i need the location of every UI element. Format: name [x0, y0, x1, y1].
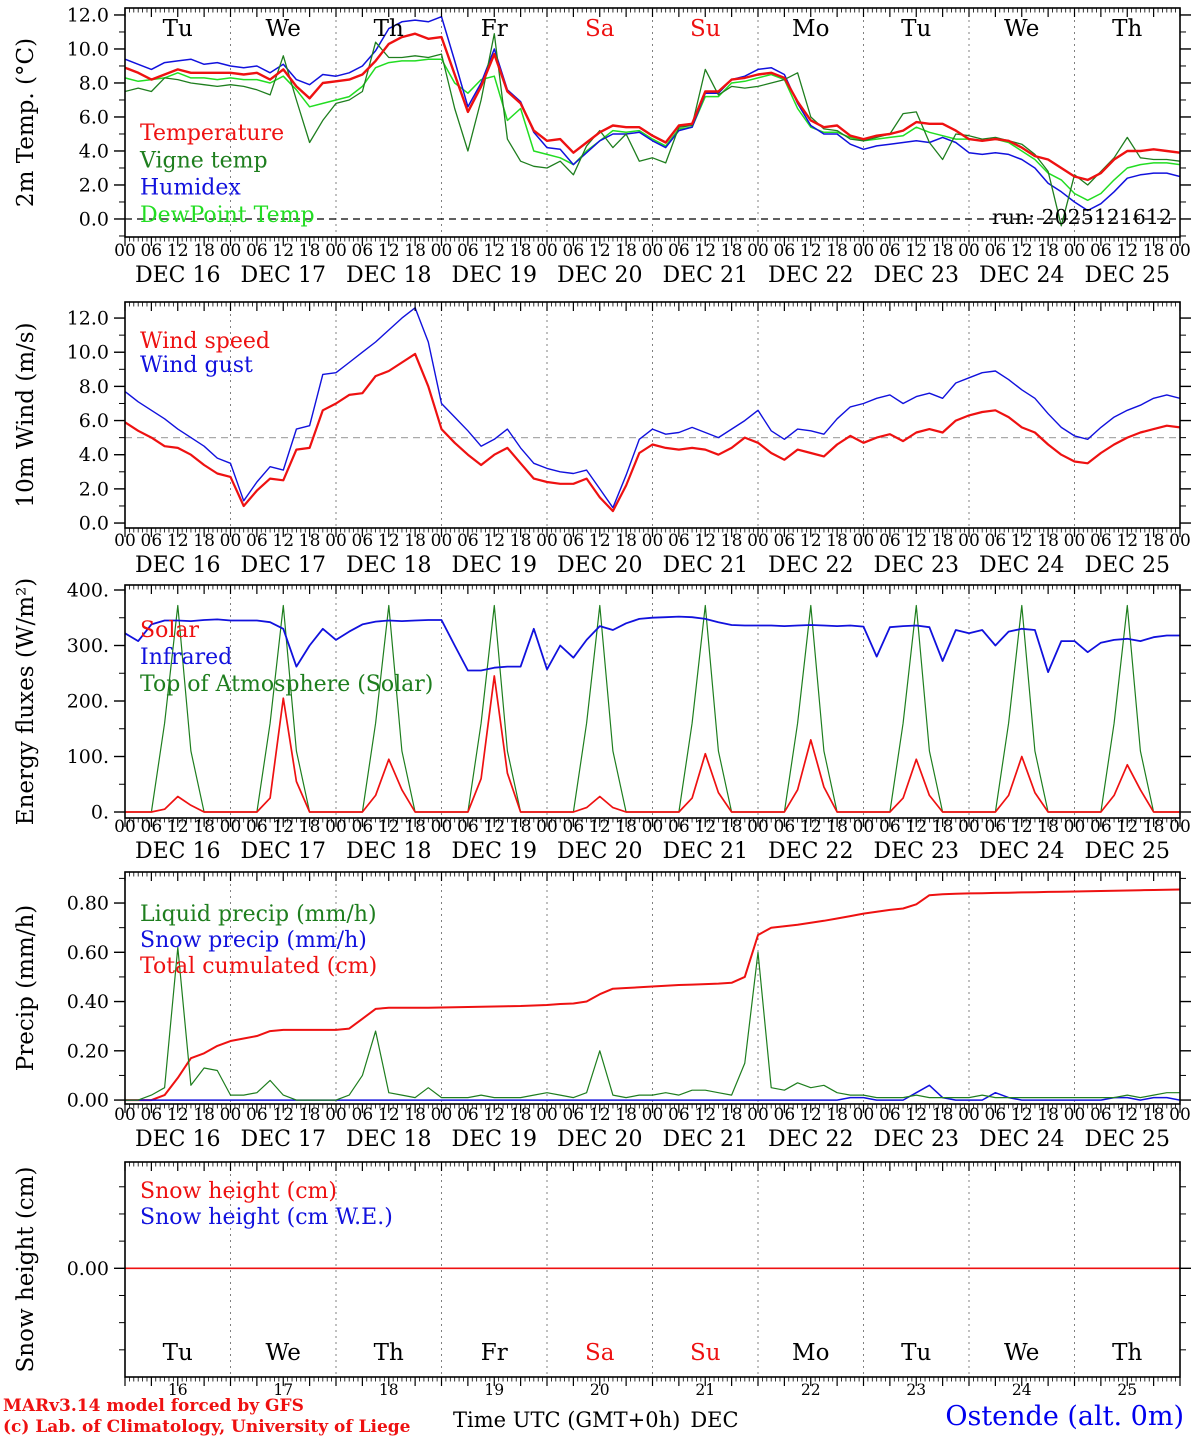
x-tick-label: 12 [272, 817, 295, 837]
x-tick-label: 06 [879, 817, 901, 837]
x-tick-label: 18 [298, 531, 321, 551]
date-caption: DEC 22 [767, 263, 854, 288]
x-tick-label: 18 [1142, 241, 1165, 261]
legend-snow-height-cm-w-e-: Snow height (cm W.E.) [140, 1205, 393, 1230]
x-tick-label: 06 [773, 817, 796, 837]
weekday-label: Mo [792, 1340, 830, 1366]
date-caption: DEC 22 [767, 553, 854, 578]
x-tick-label: 00 [536, 817, 558, 837]
x-tick-label: 18 [615, 241, 637, 261]
weekday-label: Tu [162, 1340, 193, 1366]
x-tick-label: 18 [931, 1105, 954, 1125]
x-tick-label: 00 [641, 531, 664, 551]
x-tick-label: 00 [430, 241, 453, 261]
x-tick-label: 00 [325, 1105, 347, 1125]
y-axis-title: Energy fluxes (W/m²) [13, 577, 39, 826]
y-tick-label: 0.20 [66, 1040, 109, 1063]
date-caption: DEC 21 [662, 1127, 749, 1152]
x-tick-label: 12 [1010, 531, 1033, 551]
weekday-label: We [1004, 1340, 1040, 1366]
x-tick-label: 06 [351, 1105, 374, 1125]
x-tick-label: 12 [483, 241, 506, 261]
date-caption: DEC 22 [767, 839, 854, 864]
legend-wind-speed: Wind speed [140, 329, 271, 354]
y-tick-label: 0.80 [66, 892, 109, 915]
day-number-label: 24 [1011, 1381, 1032, 1399]
weekday-label: Th [373, 16, 404, 42]
date-caption: DEC 16 [134, 553, 221, 578]
x-tick-label: 00 [1169, 1105, 1191, 1125]
y-axis-title: 2m Temp. (°C) [13, 37, 39, 208]
date-caption: DEC 18 [345, 1127, 432, 1152]
station-label: Ostende (alt. 0m) [945, 1401, 1184, 1432]
date-caption: DEC 17 [240, 1127, 327, 1152]
x-tick-label: 06 [984, 241, 1007, 261]
y-tick-label: 400. [66, 579, 109, 602]
date-caption: DEC 16 [134, 839, 221, 864]
x-tick-label: 12 [483, 531, 506, 551]
y-tick-label: 100. [66, 746, 109, 769]
x-tick-label: 12 [799, 817, 822, 837]
day-number-label: 23 [906, 1381, 927, 1399]
x-tick-label: 18 [1142, 817, 1165, 837]
x-tick-label: 00 [1169, 531, 1191, 551]
date-caption: DEC 24 [978, 1127, 1065, 1152]
date-caption: DEC 21 [662, 839, 749, 864]
x-tick-label: 18 [193, 817, 215, 837]
legend-top-of-atmosphere-solar-: Top of Atmosphere (Solar) [140, 672, 434, 697]
x-tick-label: 06 [562, 241, 585, 261]
y-tick-label: 12.0 [66, 4, 109, 27]
day-number-label: 19 [484, 1381, 505, 1399]
y-tick-label: 6.0 [78, 106, 109, 129]
x-tick-label: 12 [166, 817, 189, 837]
x-tick-label: 12 [272, 531, 295, 551]
x-tick-label: 12 [694, 241, 717, 261]
legend-dewpoint-temp: DewPoint Temp [140, 202, 315, 228]
x-tick-label: 06 [879, 1105, 901, 1125]
x-tick-label: 00 [852, 241, 875, 261]
date-caption: DEC 25 [1084, 839, 1171, 864]
weekday-label: Th [1112, 1340, 1143, 1366]
x-tick-label: 12 [799, 241, 822, 261]
x-tick-label: 06 [457, 241, 479, 261]
date-caption: DEC 18 [345, 839, 432, 864]
x-tick-label: 18 [826, 1105, 848, 1125]
date-caption: DEC 23 [873, 553, 960, 578]
x-tick-label: 12 [588, 531, 611, 551]
x-tick-label: 18 [193, 241, 215, 261]
weekday-label: Sa [585, 1340, 615, 1366]
x-tick-label: 00 [219, 1105, 242, 1125]
panel-2m-temperature [13, 4, 1191, 288]
x-tick-label: 06 [562, 817, 585, 837]
date-caption: DEC 19 [451, 263, 538, 288]
x-tick-label: 00 [114, 817, 136, 837]
x-tick-label: 12 [588, 241, 611, 261]
x-tick-label: 06 [668, 817, 690, 837]
date-caption: DEC 21 [662, 553, 749, 578]
x-tick-label: 06 [246, 241, 268, 261]
x-tick-label: 06 [668, 531, 690, 551]
date-caption: DEC 17 [240, 839, 327, 864]
y-tick-label: 300. [66, 634, 109, 657]
weekday-label: Sa [585, 16, 615, 42]
x-tick-label: 18 [1037, 531, 1059, 551]
x-tick-label: 06 [668, 1105, 690, 1125]
day-number-label: 16 [167, 1381, 188, 1399]
x-tick-label: 18 [298, 817, 321, 837]
weekday-label: Tu [901, 16, 932, 42]
x-tick-label: 00 [958, 1105, 980, 1125]
date-caption: DEC 23 [873, 839, 960, 864]
date-caption: DEC 17 [240, 263, 327, 288]
date-caption: DEC 25 [1084, 553, 1171, 578]
x-tick-label: 12 [377, 1105, 400, 1125]
x-tick-label: 18 [720, 1105, 743, 1125]
legend-solar: Solar [140, 618, 199, 643]
x-tick-label: 00 [852, 817, 875, 837]
y-axis-title: Precip (mm/h) [13, 904, 39, 1072]
x-tick-label: 12 [1116, 1105, 1139, 1125]
y-axis-title: Snow height (cm) [13, 1166, 39, 1373]
day-number-label: 25 [1117, 1381, 1138, 1399]
x-tick-label: 00 [219, 531, 242, 551]
x-tick-label: 12 [1010, 241, 1033, 261]
panel-precipitation [13, 872, 1191, 1152]
x-tick-label: 00 [219, 241, 242, 261]
x-tick-label: 18 [1037, 1105, 1059, 1125]
x-tick-label: 12 [377, 241, 400, 261]
x-tick-label: 12 [799, 531, 822, 551]
y-tick-label: 6.0 [78, 410, 109, 433]
x-tick-label: 12 [905, 1105, 928, 1125]
legend-snow-height-cm-: Snow height (cm) [140, 1179, 337, 1204]
y-tick-label: 4.0 [78, 140, 109, 163]
x-tick-label: 06 [773, 241, 796, 261]
y-tick-label: 0.00 [66, 1257, 109, 1280]
date-caption: DEC 16 [134, 1127, 221, 1152]
x-tick-label: 06 [457, 531, 479, 551]
y-tick-label: 0.00 [66, 1089, 109, 1112]
x-tick-label: 00 [325, 241, 347, 261]
weekday-label: Th [1112, 16, 1143, 42]
legend-wind-gust: Wind gust [140, 353, 253, 378]
panel-snow-height [13, 1162, 1191, 1399]
x-tick-label: 12 [1116, 817, 1139, 837]
weekday-label: We [265, 1340, 301, 1366]
x-tick-label: 18 [1037, 817, 1059, 837]
x-tick-label: 00 [1169, 817, 1191, 837]
x-tick-label: 18 [720, 241, 743, 261]
date-caption: DEC 17 [240, 553, 327, 578]
x-tick-label: 12 [483, 817, 506, 837]
x-tick-label: 18 [826, 531, 848, 551]
y-tick-label: 200. [66, 690, 109, 713]
legend-total-cumulated-cm-: Total cumulated (cm) [140, 954, 378, 979]
x-tick-label: 00 [430, 817, 453, 837]
x-tick-label: 12 [588, 1105, 611, 1125]
x-tick-label: 06 [351, 531, 374, 551]
y-tick-label: 0.40 [66, 991, 109, 1014]
y-tick-label: 0.0 [78, 208, 109, 231]
x-tick-label: 06 [457, 817, 479, 837]
x-tick-label: 18 [720, 817, 743, 837]
x-tick-label: 06 [246, 531, 268, 551]
date-caption: DEC 24 [978, 263, 1065, 288]
x-tick-label: 18 [615, 531, 637, 551]
x-tick-label: 00 [852, 1105, 875, 1125]
y-tick-label: 2.0 [78, 174, 109, 197]
x-tick-label: 18 [509, 1105, 532, 1125]
x-tick-label: 06 [246, 1105, 268, 1125]
date-caption: DEC 25 [1084, 1127, 1171, 1152]
x-tick-label: 12 [1116, 241, 1139, 261]
weekday-label: We [265, 16, 301, 42]
x-tick-label: 12 [905, 531, 928, 551]
x-tick-label: 18 [404, 241, 426, 261]
date-caption: DEC 24 [978, 553, 1065, 578]
weekday-label: Fr [480, 16, 508, 42]
legend-infrared: Infrared [140, 645, 233, 670]
x-tick-label: 12 [694, 531, 717, 551]
x-tick-label: 00 [1063, 531, 1086, 551]
x-tick-label: 12 [166, 1105, 189, 1125]
x-tick-label: 00 [641, 241, 664, 261]
x-tick-label: 18 [509, 241, 532, 261]
x-tick-label: 00 [641, 1105, 664, 1125]
x-tick-label: 00 [536, 241, 558, 261]
x-tick-label: 12 [1010, 817, 1033, 837]
x-tick-label: 00 [747, 1105, 769, 1125]
x-tick-label: 00 [958, 531, 980, 551]
x-tick-label: 18 [720, 531, 743, 551]
x-tick-label: 18 [404, 817, 426, 837]
x-tick-label: 00 [641, 817, 664, 837]
y-tick-label: 12.0 [66, 307, 109, 330]
x-tick-label: 06 [562, 531, 585, 551]
x-tick-label: 12 [1010, 1105, 1033, 1125]
weekday-label: Su [689, 1340, 721, 1366]
date-caption: DEC 23 [873, 1127, 960, 1152]
date-caption: DEC 20 [556, 263, 643, 288]
x-tick-label: 18 [615, 817, 637, 837]
x-tick-label: 12 [588, 817, 611, 837]
x-tick-label: 06 [351, 241, 374, 261]
x-tick-label: 00 [536, 1105, 558, 1125]
x-tick-label: 06 [140, 1105, 163, 1125]
y-axis-title: 10m Wind (m/s) [13, 322, 39, 508]
model-credit [3, 1396, 411, 1438]
panel-10m-wind [13, 302, 1191, 578]
x-tick-label: 18 [826, 817, 848, 837]
x-tick-label: 00 [1063, 241, 1086, 261]
x-tick-label: 18 [931, 531, 954, 551]
x-tick-label: 18 [404, 1105, 426, 1125]
day-number-label: 22 [800, 1381, 821, 1399]
x-tick-label: 18 [193, 1105, 215, 1125]
y-tick-label: 10.0 [66, 341, 109, 364]
x-tick-label: 00 [114, 1105, 136, 1125]
time-axis-label: Time UTC (GMT+0h) [453, 1408, 681, 1432]
x-tick-label: 06 [1090, 817, 1112, 837]
x-tick-label: 00 [325, 817, 347, 837]
series-top-of-atmosphere-solar- [125, 606, 1180, 813]
x-tick-label: 00 [958, 241, 980, 261]
x-tick-label: 00 [114, 531, 136, 551]
x-tick-label: 12 [272, 241, 295, 261]
date-caption: DEC 21 [662, 263, 749, 288]
x-tick-label: 18 [509, 817, 532, 837]
x-tick-label: 12 [377, 817, 400, 837]
weekday-label: Fr [480, 1340, 508, 1366]
x-tick-label: 00 [1063, 1105, 1086, 1125]
legend-humidex: Humidex [140, 175, 241, 201]
legend-vigne-temp: Vigne temp [140, 148, 268, 174]
x-tick-label: 00 [219, 817, 242, 837]
x-tick-label: 00 [1169, 241, 1191, 261]
x-tick-label: 18 [615, 1105, 637, 1125]
y-tick-label: 10.0 [66, 38, 109, 61]
x-tick-label: 12 [694, 1105, 717, 1125]
x-tick-label: 06 [1090, 531, 1112, 551]
legend-liquid-precip-mm-h-: Liquid precip (mm/h) [140, 902, 377, 927]
x-tick-label: 18 [826, 241, 848, 261]
legend-snow-precip-mm-h-: Snow precip (mm/h) [140, 928, 367, 953]
x-tick-label: 00 [114, 241, 136, 261]
y-tick-label: 0.60 [66, 941, 109, 964]
x-axis-title [453, 1408, 739, 1432]
x-tick-label: 18 [509, 531, 532, 551]
x-tick-label: 12 [1116, 531, 1139, 551]
x-tick-label: 12 [166, 241, 189, 261]
x-tick-label: 18 [1037, 241, 1059, 261]
x-tick-label: 00 [1063, 817, 1086, 837]
x-tick-label: 06 [773, 1105, 796, 1125]
x-tick-label: 00 [747, 817, 769, 837]
weekday-label: Mo [792, 16, 830, 42]
x-tick-label: 18 [404, 531, 426, 551]
date-caption: DEC 20 [556, 839, 643, 864]
day-number-label: 21 [695, 1381, 716, 1399]
x-tick-label: 12 [483, 1105, 506, 1125]
y-tick-label: 4.0 [78, 444, 109, 467]
day-number-label: 18 [378, 1381, 399, 1399]
x-tick-label: 06 [562, 1105, 585, 1125]
x-tick-label: 00 [325, 531, 347, 551]
x-tick-label: 06 [246, 817, 268, 837]
date-caption: DEC 18 [345, 263, 432, 288]
month-label: DEC [690, 1408, 739, 1432]
x-tick-label: 06 [984, 531, 1007, 551]
weekday-label: Th [373, 1340, 404, 1366]
x-tick-label: 12 [272, 1105, 295, 1125]
date-caption: DEC 19 [451, 1127, 538, 1152]
date-caption: DEC 24 [978, 839, 1065, 864]
date-caption: DEC 22 [767, 1127, 854, 1152]
date-caption: DEC 19 [451, 839, 538, 864]
y-tick-label: 8.0 [78, 72, 109, 95]
x-tick-label: 18 [931, 817, 954, 837]
date-caption: DEC 19 [451, 553, 538, 578]
x-tick-label: 06 [140, 531, 163, 551]
y-tick-label: 0.0 [78, 512, 109, 535]
x-tick-label: 00 [430, 531, 453, 551]
weekday-label: Tu [901, 1340, 932, 1366]
x-tick-label: 06 [1090, 241, 1112, 261]
x-tick-label: 06 [984, 817, 1007, 837]
x-tick-label: 12 [166, 531, 189, 551]
legend-temperature: Temperature [140, 121, 285, 146]
x-tick-label: 06 [140, 241, 163, 261]
model-credit-line1: MARv3.14 model forced by GFS [3, 1396, 304, 1416]
x-tick-label: 12 [905, 241, 928, 261]
day-number-label: 17 [273, 1381, 294, 1399]
x-tick-label: 06 [457, 1105, 479, 1125]
weekday-label: Tu [162, 16, 193, 42]
weekday-label: Su [689, 16, 721, 42]
series-wind-speed [125, 354, 1180, 511]
x-tick-label: 00 [747, 241, 769, 261]
x-tick-label: 18 [931, 241, 954, 261]
x-tick-label: 00 [852, 531, 875, 551]
x-tick-label: 18 [298, 241, 321, 261]
date-caption: DEC 25 [1084, 263, 1171, 288]
date-caption: DEC 16 [134, 263, 221, 288]
x-tick-label: 00 [958, 817, 980, 837]
panel-energy-fluxes [13, 578, 1191, 864]
date-caption: DEC 20 [556, 553, 643, 578]
x-tick-label: 00 [536, 531, 558, 551]
x-tick-label: 06 [140, 817, 163, 837]
day-number-label: 20 [589, 1381, 610, 1399]
x-tick-label: 00 [747, 531, 769, 551]
x-tick-label: 06 [773, 531, 796, 551]
run-label: run: 2025121612 [991, 205, 1172, 229]
x-tick-label: 00 [430, 1105, 453, 1125]
weekday-label: We [1004, 16, 1040, 42]
y-tick-label: 8.0 [78, 375, 109, 398]
x-tick-label: 06 [879, 531, 901, 551]
x-tick-label: 12 [377, 531, 400, 551]
x-tick-label: 06 [351, 817, 374, 837]
y-tick-label: 2.0 [78, 478, 109, 501]
date-caption: DEC 20 [556, 1127, 643, 1152]
x-tick-label: 06 [1090, 1105, 1112, 1125]
x-tick-label: 12 [799, 1105, 822, 1125]
x-tick-label: 18 [1142, 1105, 1165, 1125]
x-tick-label: 06 [879, 241, 901, 261]
x-tick-label: 06 [668, 241, 690, 261]
x-tick-label: 06 [984, 1105, 1007, 1125]
date-caption: DEC 18 [345, 553, 432, 578]
x-tick-label: 12 [905, 817, 928, 837]
x-tick-label: 18 [193, 531, 215, 551]
date-caption: DEC 23 [873, 263, 960, 288]
x-tick-label: 18 [1142, 531, 1165, 551]
x-tick-label: 18 [298, 1105, 321, 1125]
x-tick-label: 12 [694, 817, 717, 837]
model-credit-line2: (c) Lab. of Climatology, University of Liege [3, 1417, 411, 1437]
y-tick-label: 0. [90, 801, 109, 824]
